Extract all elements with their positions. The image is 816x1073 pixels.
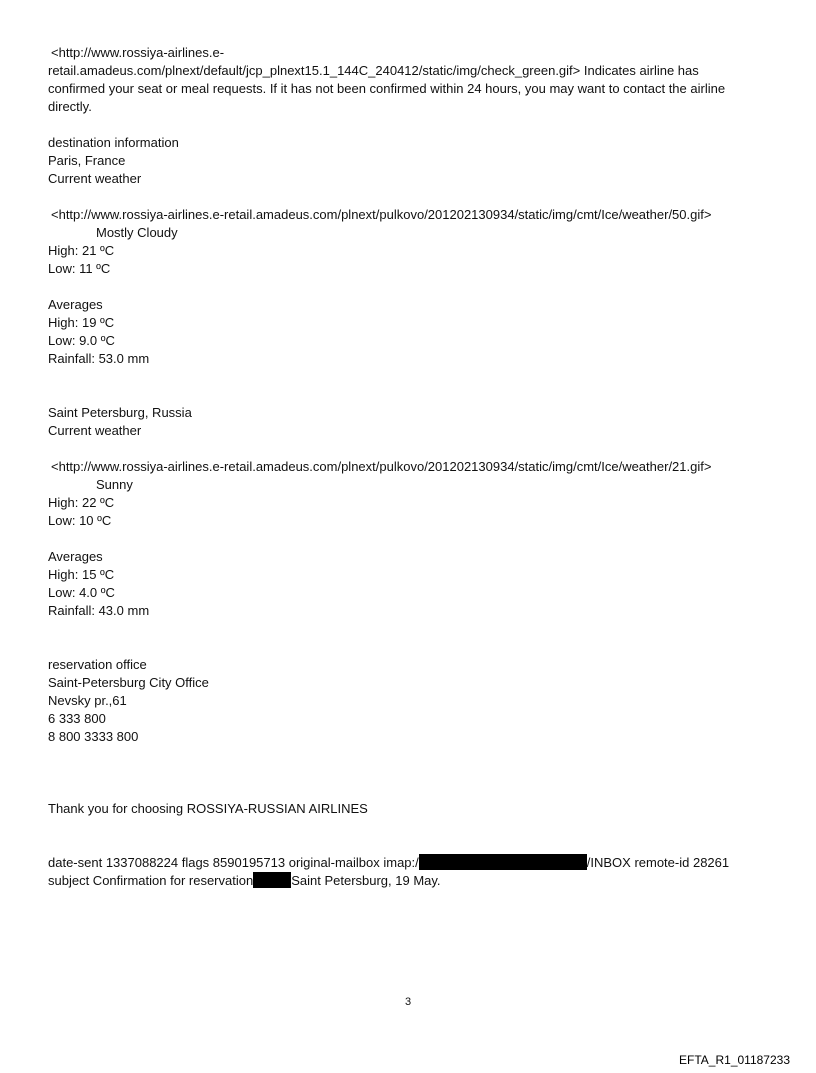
current-low: Low: 10 ºC — [48, 513, 112, 528]
office-address: Nevsky pr.,61 — [48, 693, 127, 708]
city-name: Saint Petersburg, Russia — [48, 405, 192, 420]
thank-you-line: Thank you for choosing ROSSIYA-RUSSIAN AIRLINES — [48, 801, 368, 816]
average-low: Low: 4.0 ºC — [48, 585, 115, 600]
email-metadata — [48, 854, 778, 890]
weather-icon-url: <http://www.rossiya-airlines.e-retail.amadeus.com/plnext/pulkovo/201202130934/static/img/cmt/Ice/weather/50.gif> — [51, 207, 712, 222]
office-name: Saint-Petersburg City Office — [48, 675, 209, 690]
average-low: Low: 9.0 ºC — [48, 333, 115, 348]
intro-paragraph — [48, 44, 778, 116]
intro-text-line: retail.amadeus.com/plnext/default/jcp_plnext15.1_144C_240412/static/img/check_green.gif> Indicates airline has — [48, 63, 699, 78]
weather-condition: Mostly Cloudy — [96, 225, 178, 240]
city-weather-block — [48, 152, 778, 368]
metadata-text: date-sent 1337088224 flags 8590195713 original-mailbox imap:/ — [48, 855, 419, 870]
intro-text-line: directly. — [48, 99, 92, 114]
document-id: EFTA_R1_01187233 — [679, 1053, 790, 1067]
document-body — [48, 44, 778, 890]
average-high: High: 15 ºC — [48, 567, 115, 582]
metadata-text: subject Confirmation for reservation — [48, 873, 254, 888]
averages-label: Averages — [48, 549, 103, 564]
reservation-office-heading: reservation office — [48, 657, 147, 672]
averages-label: Averages — [48, 297, 103, 312]
current-high: High: 21 ºC — [48, 243, 115, 258]
metadata-text: Saint Petersburg, 19 May. — [291, 873, 441, 888]
current-low: Low: 11 ºC — [48, 261, 111, 276]
page-number: 3 — [404, 996, 412, 1008]
city-name: Paris, France — [48, 153, 126, 168]
office-phone: 6 333 800 — [48, 711, 106, 726]
intro-url-line: <http://www.rossiya-airlines.e- — [51, 45, 225, 60]
current-high: High: 22 ºC — [48, 495, 115, 510]
weather-condition: Sunny — [96, 477, 133, 492]
metadata-line — [48, 854, 778, 872]
redaction-box — [419, 854, 587, 870]
current-weather-label: Current weather — [48, 423, 142, 438]
redaction-box — [253, 872, 291, 888]
metadata-text: /INBOX remote-id 28261 — [586, 855, 730, 870]
average-rainfall: Rainfall: 43.0 mm — [48, 603, 150, 618]
city-weather-block — [48, 404, 778, 620]
average-high: High: 19 ºC — [48, 315, 115, 330]
current-weather-label: Current weather — [48, 171, 142, 186]
intro-text-line: confirmed your seat or meal requests. If it has not been confirmed within 24 hours, you may want to contact the airline — [48, 81, 726, 96]
office-phone: 8 800 3333 800 — [48, 729, 139, 744]
destination-heading: destination information — [48, 135, 179, 150]
weather-icon-url: <http://www.rossiya-airlines.e-retail.amadeus.com/plnext/pulkovo/201202130934/static/img/cmt/Ice/weather/21.gif> — [51, 459, 712, 474]
metadata-line — [48, 872, 778, 890]
average-rainfall: Rainfall: 53.0 mm — [48, 351, 150, 366]
reservation-office-block — [48, 656, 778, 746]
